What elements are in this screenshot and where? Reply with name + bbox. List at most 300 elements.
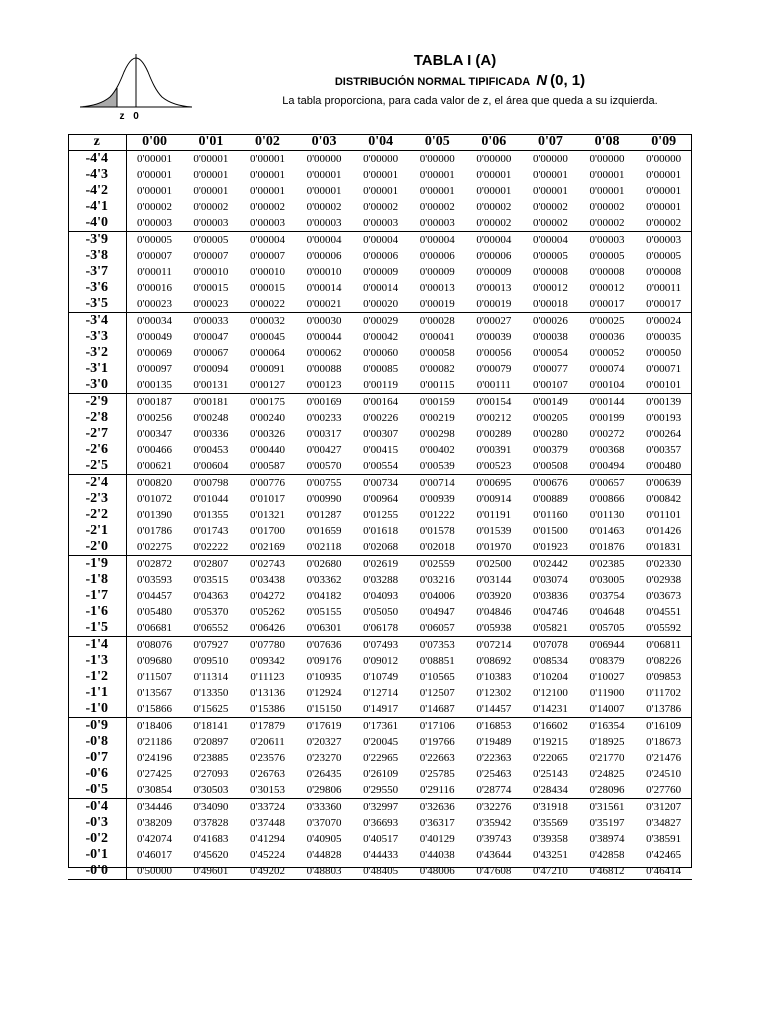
- probability-cell: 0'37448: [249, 817, 285, 829]
- table-body: [68, 151, 692, 880]
- table-row: [68, 296, 692, 313]
- probability-cell: 0'00657: [579, 475, 636, 492]
- probability-cell: 0'00016: [137, 282, 173, 294]
- probability-cell: 0'19215: [532, 736, 568, 748]
- probability-cell: 0'00001: [419, 185, 455, 197]
- probability-cell: 0'00554: [363, 460, 399, 472]
- probability-cell: 0'00007: [193, 250, 229, 262]
- probability-cell: 0'00077: [532, 363, 568, 375]
- probability-cell: 0'00025: [579, 313, 636, 330]
- probability-cell: 0'00002: [306, 201, 342, 213]
- probability-cell: 0'02619: [352, 556, 409, 573]
- probability-cell: 0'00187: [126, 394, 183, 411]
- probability-cell: 0'00001: [589, 185, 625, 197]
- probability-cell: 0'00379: [532, 444, 568, 456]
- probability-cell: 0'00002: [419, 201, 455, 213]
- probability-cell: 0'48006: [409, 863, 466, 880]
- probability-cell: 0'00026: [522, 313, 579, 330]
- z-value-cell: -0'1: [68, 847, 126, 863]
- probability-cell: 0'13567: [137, 687, 173, 699]
- probability-cell: 0'01923: [532, 541, 568, 553]
- probability-cell: 0'38209: [137, 817, 173, 829]
- probability-cell: 0'03074: [532, 574, 568, 586]
- probability-cell: 0'25143: [532, 768, 568, 780]
- probability-cell: 0'00107: [532, 379, 568, 391]
- probability-cell: 0'13786: [646, 703, 682, 715]
- table-row: [68, 620, 692, 637]
- table-row: [68, 491, 692, 507]
- normal-distribution-table: [68, 134, 692, 880]
- probability-cell: 0'08534: [532, 655, 568, 667]
- probability-cell: 0'14231: [532, 703, 568, 715]
- probability-cell: 0'09012: [363, 655, 399, 667]
- probability-cell: 0'00000: [476, 153, 512, 165]
- probability-cell: 0'38974: [589, 833, 625, 845]
- probability-cell: 0'00000: [532, 153, 568, 165]
- probability-cell: 0'11123: [250, 671, 285, 683]
- table-row: [68, 653, 692, 669]
- probability-cell: 0'00169: [296, 394, 353, 411]
- table-row: [68, 377, 692, 394]
- probability-cell: 0'47608: [466, 863, 523, 880]
- probability-cell: 0'00002: [476, 201, 512, 213]
- probability-cell: 0'42858: [589, 849, 625, 861]
- probability-cell: 0'40905: [306, 833, 342, 845]
- probability-cell: 0'00889: [532, 493, 568, 505]
- probability-cell: 0'34090: [183, 799, 240, 816]
- probability-cell: 0'03362: [306, 574, 342, 586]
- probability-cell: 0'17619: [296, 718, 353, 735]
- probability-cell: 0'00326: [249, 428, 285, 440]
- probability-cell: 0'16853: [466, 718, 523, 735]
- probability-cell: 0'43644: [476, 849, 512, 861]
- probability-cell: 0'00914: [476, 493, 512, 505]
- probability-cell: 0'00024: [635, 313, 692, 330]
- probability-cell: 0'00085: [363, 363, 399, 375]
- probability-cell: 0'09510: [193, 655, 229, 667]
- probability-cell: 0'01831: [646, 541, 682, 553]
- probability-cell: 0'00003: [579, 232, 636, 249]
- probability-cell: 0'00009: [476, 266, 512, 278]
- probability-cell: 0'01390: [137, 509, 173, 521]
- probability-cell: 0'00006: [363, 250, 399, 262]
- probability-cell: 0'00000: [646, 153, 682, 165]
- column-header: 0'03: [296, 134, 353, 151]
- table-row: [68, 523, 692, 539]
- table-row: [68, 637, 692, 654]
- probability-cell: 0'00011: [137, 266, 172, 278]
- probability-cell: 0'00990: [306, 493, 342, 505]
- z-value-cell: -3'3: [68, 329, 126, 345]
- probability-cell: 0'01876: [589, 541, 625, 553]
- z-value-cell: -1'4: [68, 637, 126, 654]
- probability-cell: 0'00011: [646, 282, 681, 294]
- table-row: [68, 701, 692, 718]
- probability-cell: 0'31207: [635, 799, 692, 816]
- probability-cell: 0'02872: [126, 556, 183, 573]
- probability-cell: 0'05592: [646, 622, 682, 634]
- z-value-cell: -1'5: [68, 620, 126, 637]
- probability-cell: 0'00621: [137, 460, 173, 472]
- probability-cell: 0'33724: [239, 799, 296, 816]
- probability-cell: 0'00028: [409, 313, 466, 330]
- probability-cell: 0'32636: [409, 799, 466, 816]
- probability-cell: 0'00001: [646, 201, 682, 213]
- z-value-cell: -1'6: [68, 604, 126, 620]
- probability-cell: 0'00010: [306, 266, 342, 278]
- table-row: [68, 426, 692, 442]
- table-row: [68, 345, 692, 361]
- probability-cell: 0'00820: [126, 475, 183, 492]
- probability-cell: 0'00032: [239, 313, 296, 330]
- probability-cell: 0'35942: [476, 817, 512, 829]
- probability-cell: 0'00033: [183, 313, 240, 330]
- table-row: [68, 329, 692, 345]
- column-header: 0'04: [352, 134, 409, 151]
- probability-cell: 0'04093: [363, 590, 399, 602]
- probability-cell: 0'05050: [363, 606, 399, 618]
- table-row: [68, 313, 692, 330]
- probability-cell: 0'00013: [419, 282, 455, 294]
- column-header: 0'07: [522, 134, 579, 151]
- probability-cell: 0'07353: [409, 637, 466, 654]
- probability-cell: 0'16602: [522, 718, 579, 735]
- table-row: [68, 539, 692, 556]
- probability-cell: 0'28096: [589, 784, 625, 796]
- probability-cell: 0'37828: [193, 817, 229, 829]
- probability-cell: 0'03593: [137, 574, 173, 586]
- probability-cell: 0'35197: [589, 817, 625, 829]
- probability-cell: 0'05480: [137, 606, 173, 618]
- probability-cell: 0'00111: [476, 379, 511, 391]
- probability-cell: 0'04846: [476, 606, 512, 618]
- probability-cell: 0'23576: [249, 752, 285, 764]
- table-row: [68, 685, 692, 701]
- probability-cell: 0'00020: [363, 298, 399, 310]
- probability-cell: 0'00005: [183, 232, 240, 249]
- column-header: 0'01: [183, 134, 240, 151]
- probability-cell: 0'07493: [352, 637, 409, 654]
- probability-cell: 0'00001: [193, 169, 229, 181]
- probability-cell: 0'00002: [476, 217, 512, 229]
- probability-cell: 0'05938: [476, 622, 512, 634]
- table-row: [68, 151, 692, 168]
- probability-cell: 0'00119: [363, 379, 398, 391]
- probability-cell: 0'00123: [306, 379, 342, 391]
- probability-cell: 0'00964: [363, 493, 399, 505]
- z-value-cell: -3'6: [68, 280, 126, 296]
- probability-cell: 0'41294: [249, 833, 285, 845]
- z-value-cell: -0'5: [68, 782, 126, 799]
- probability-cell: 0'10383: [476, 671, 512, 683]
- table-row: [68, 458, 692, 475]
- probability-cell: 0'00000: [589, 153, 625, 165]
- probability-cell: 0'19489: [476, 736, 512, 748]
- probability-cell: 0'00045: [249, 331, 285, 343]
- probability-cell: 0'18673: [646, 736, 682, 748]
- probability-cell: 0'05155: [306, 606, 342, 618]
- probability-cell: 0'12714: [363, 687, 399, 699]
- table-row: [68, 167, 692, 183]
- table-header-row: [68, 134, 692, 151]
- probability-cell: 0'01618: [363, 525, 399, 537]
- probability-cell: 0'45224: [249, 849, 285, 861]
- probability-cell: 0'00676: [522, 475, 579, 492]
- z-value-cell: -0'4: [68, 799, 126, 816]
- column-header: 0'02: [239, 134, 296, 151]
- probability-cell: 0'00097: [137, 363, 173, 375]
- probability-cell: 0'05370: [193, 606, 229, 618]
- probability-cell: 0'00014: [306, 282, 342, 294]
- probability-cell: 0'09680: [137, 655, 173, 667]
- probability-cell: 0'14917: [363, 703, 399, 715]
- probability-cell: 0'30854: [137, 784, 173, 796]
- probability-cell: 0'02068: [363, 541, 399, 553]
- probability-cell: 0'00695: [466, 475, 523, 492]
- probability-cell: 0'16109: [635, 718, 692, 735]
- probability-cell: 0'00010: [249, 266, 285, 278]
- probability-cell: 0'01970: [476, 541, 512, 553]
- z-value-cell: -2'3: [68, 491, 126, 507]
- probability-cell: 0'21770: [589, 752, 625, 764]
- probability-cell: 0'32276: [466, 799, 523, 816]
- probability-cell: 0'08692: [476, 655, 512, 667]
- probability-cell: 0'00006: [306, 250, 342, 262]
- probability-cell: 0'03754: [589, 590, 625, 602]
- probability-cell: 0'36317: [419, 817, 455, 829]
- probability-cell: 0'02330: [635, 556, 692, 573]
- probability-cell: 0'00135: [137, 379, 173, 391]
- table-row: [68, 588, 692, 604]
- probability-cell: 0'00144: [579, 394, 636, 411]
- probability-cell: 0'01426: [646, 525, 682, 537]
- probability-cell: 0'44038: [419, 849, 455, 861]
- probability-cell: 0'00091: [249, 363, 285, 375]
- probability-cell: 0'08076: [126, 637, 183, 654]
- table-row: [68, 556, 692, 573]
- shaded-left-area: [83, 88, 117, 107]
- probability-cell: 0'44433: [363, 849, 399, 861]
- probability-cell: 0'00264: [646, 428, 682, 440]
- probability-cell: 0'34446: [126, 799, 183, 816]
- probability-cell: 0'00139: [635, 394, 692, 411]
- probability-cell: 0'24825: [589, 768, 625, 780]
- subtitle-text: DISTRIBUCIÓN NORMAL TIPIFICADA: [334, 76, 531, 88]
- probability-cell: 0'22363: [476, 752, 512, 764]
- probability-cell: 0'00212: [476, 412, 512, 424]
- probability-cell: 0'00019: [419, 298, 455, 310]
- probability-cell: 0'43251: [532, 849, 568, 861]
- z-value-cell: -3'9: [68, 232, 126, 249]
- probability-cell: 0'02018: [419, 541, 455, 553]
- probability-cell: 0'00009: [419, 266, 455, 278]
- probability-cell: 0'00001: [137, 153, 173, 165]
- probability-cell: 0'00056: [476, 347, 512, 359]
- probability-cell: 0'28774: [476, 784, 512, 796]
- probability-cell: 0'00115: [419, 379, 455, 391]
- probability-cell: 0'00013: [476, 282, 512, 294]
- probability-cell: 0'09853: [646, 671, 682, 683]
- probability-cell: 0'00003: [306, 217, 342, 229]
- probability-cell: 0'02743: [239, 556, 296, 573]
- zero-label: 0: [133, 111, 139, 122]
- probability-cell: 0'00001: [193, 153, 229, 165]
- normal-curve-figure: [80, 52, 192, 124]
- z-value-cell: -1'1: [68, 685, 126, 701]
- probability-cell: 0'16354: [579, 718, 636, 735]
- probability-cell: 0'00003: [193, 217, 229, 229]
- probability-cell: 0'14457: [476, 703, 512, 715]
- probability-cell: 0'00587: [249, 460, 285, 472]
- probability-cell: 0'12507: [419, 687, 455, 699]
- probability-cell: 0'11507: [137, 671, 172, 683]
- probability-cell: 0'00004: [352, 232, 409, 249]
- z-value-cell: -2'6: [68, 442, 126, 458]
- probability-cell: 0'00508: [532, 460, 568, 472]
- page-subtitle: [300, 72, 620, 89]
- probability-cell: 0'50000: [126, 863, 183, 880]
- probability-cell: 0'00154: [466, 394, 523, 411]
- probability-cell: 0'00402: [419, 444, 455, 456]
- probability-cell: 0'06426: [249, 622, 285, 634]
- probability-cell: 0'00079: [476, 363, 512, 375]
- probability-cell: 0'00280: [532, 428, 568, 440]
- probability-cell: 0'00005: [646, 250, 682, 262]
- probability-cell: 0'00001: [249, 169, 285, 181]
- probability-cell: 0'00001: [137, 185, 173, 197]
- probability-cell: 0'00049: [137, 331, 173, 343]
- probability-cell: 0'01355: [193, 509, 229, 521]
- z-value-cell: -2'7: [68, 426, 126, 442]
- probability-cell: 0'12924: [306, 687, 342, 699]
- z-value-cell: -4'3: [68, 167, 126, 183]
- probability-cell: 0'00001: [419, 169, 455, 181]
- probability-cell: 0'01743: [193, 525, 229, 537]
- probability-cell: 0'04648: [589, 606, 625, 618]
- probability-cell: 0'00038: [532, 331, 568, 343]
- z-value-cell: -2'8: [68, 410, 126, 426]
- probability-cell: 0'04947: [419, 606, 455, 618]
- probability-cell: 0'02938: [646, 574, 682, 586]
- probability-cell: 0'02275: [137, 541, 173, 553]
- probability-cell: 0'20045: [363, 736, 399, 748]
- probability-cell: 0'00193: [646, 412, 682, 424]
- probability-cell: 0'00001: [249, 185, 285, 197]
- probability-cell: 0'01463: [589, 525, 625, 537]
- probability-cell: 0'00317: [306, 428, 342, 440]
- probability-cell: 0'01255: [363, 509, 399, 521]
- probability-cell: 0'00007: [137, 250, 173, 262]
- probability-cell: 0'39358: [532, 833, 568, 845]
- probability-cell: 0'00256: [137, 412, 173, 424]
- z-value-cell: -4'4: [68, 151, 126, 168]
- probability-cell: 0'00004: [466, 232, 523, 249]
- probability-cell: 0'10749: [363, 671, 399, 683]
- probability-cell: 0'00036: [589, 331, 625, 343]
- probability-cell: 0'29806: [306, 784, 342, 796]
- probability-cell: 0'25785: [419, 768, 455, 780]
- probability-cell: 0'40517: [363, 833, 399, 845]
- probability-cell: 0'00019: [476, 298, 512, 310]
- probability-cell: 0'13350: [193, 687, 229, 699]
- probability-cell: 0'01321: [249, 509, 285, 521]
- table-row: [68, 572, 692, 588]
- probability-cell: 0'00007: [249, 250, 285, 262]
- probability-cell: 0'01500: [532, 525, 568, 537]
- probability-cell: 0'10027: [589, 671, 625, 683]
- probability-cell: 0'00003: [249, 217, 285, 229]
- table-row: [68, 847, 692, 863]
- probability-cell: 0'00052: [589, 347, 625, 359]
- probability-cell: 0'24196: [137, 752, 173, 764]
- probability-cell: 0'02807: [183, 556, 240, 573]
- page-title: TABLA I (A): [413, 52, 497, 69]
- probability-cell: 0'03144: [476, 574, 512, 586]
- probability-cell: 0'36693: [363, 817, 399, 829]
- probability-cell: 0'00001: [476, 185, 512, 197]
- probability-cell: 0'46812: [579, 863, 636, 880]
- column-header: 0'00: [126, 134, 183, 151]
- probability-cell: 0'00003: [137, 217, 173, 229]
- probability-cell: 0'02118: [306, 541, 342, 553]
- z-value-cell: -2'5: [68, 458, 126, 475]
- probability-cell: 0'00023: [137, 298, 173, 310]
- probability-cell: 0'00101: [646, 379, 682, 391]
- z-value-cell: -4'0: [68, 215, 126, 232]
- probability-cell: 0'23270: [306, 752, 342, 764]
- probability-cell: 0'00021: [306, 298, 342, 310]
- z-value-cell: -0'2: [68, 831, 126, 847]
- probability-cell: 0'04272: [249, 590, 285, 602]
- probability-cell: 0'00298: [419, 428, 455, 440]
- probability-cell: 0'21186: [137, 736, 172, 748]
- probability-cell: 0'03438: [249, 574, 285, 586]
- probability-cell: 0'00067: [193, 347, 229, 359]
- probability-cell: 0'00368: [589, 444, 625, 456]
- probability-cell: 0'04006: [419, 590, 455, 602]
- probability-cell: 0'00015: [193, 282, 229, 294]
- probability-cell: 0'00010: [193, 266, 229, 278]
- probability-cell: 0'07636: [296, 637, 353, 654]
- probability-cell: 0'00480: [646, 460, 682, 472]
- probability-cell: 0'00050: [646, 347, 682, 359]
- probability-cell: 0'30153: [249, 784, 285, 796]
- probability-cell: 0'03288: [363, 574, 399, 586]
- probability-cell: 0'00175: [239, 394, 296, 411]
- probability-cell: 0'00035: [646, 331, 682, 343]
- probability-cell: 0'00570: [306, 460, 342, 472]
- probability-cell: 0'00307: [363, 428, 399, 440]
- table-row: [68, 410, 692, 426]
- z-value-cell: -3'5: [68, 296, 126, 313]
- probability-cell: 0'01017: [249, 493, 285, 505]
- probability-cell: 0'04182: [306, 590, 342, 602]
- probability-cell: 0'10935: [306, 671, 342, 683]
- probability-cell: 0'06552: [193, 622, 229, 634]
- probability-cell: 0'03836: [532, 590, 568, 602]
- table-row: [68, 863, 692, 880]
- probability-cell: 0'00005: [126, 232, 183, 249]
- table-row: [68, 232, 692, 249]
- probability-cell: 0'17879: [239, 718, 296, 735]
- probability-cell: 0'00008: [589, 266, 625, 278]
- probability-cell: 0'02385: [579, 556, 636, 573]
- z-value-cell: -0'8: [68, 734, 126, 750]
- probability-cell: 0'15150: [306, 703, 342, 715]
- probability-cell: 0'25463: [476, 768, 512, 780]
- probability-cell: 0'02222: [193, 541, 229, 553]
- table-row: [68, 361, 692, 377]
